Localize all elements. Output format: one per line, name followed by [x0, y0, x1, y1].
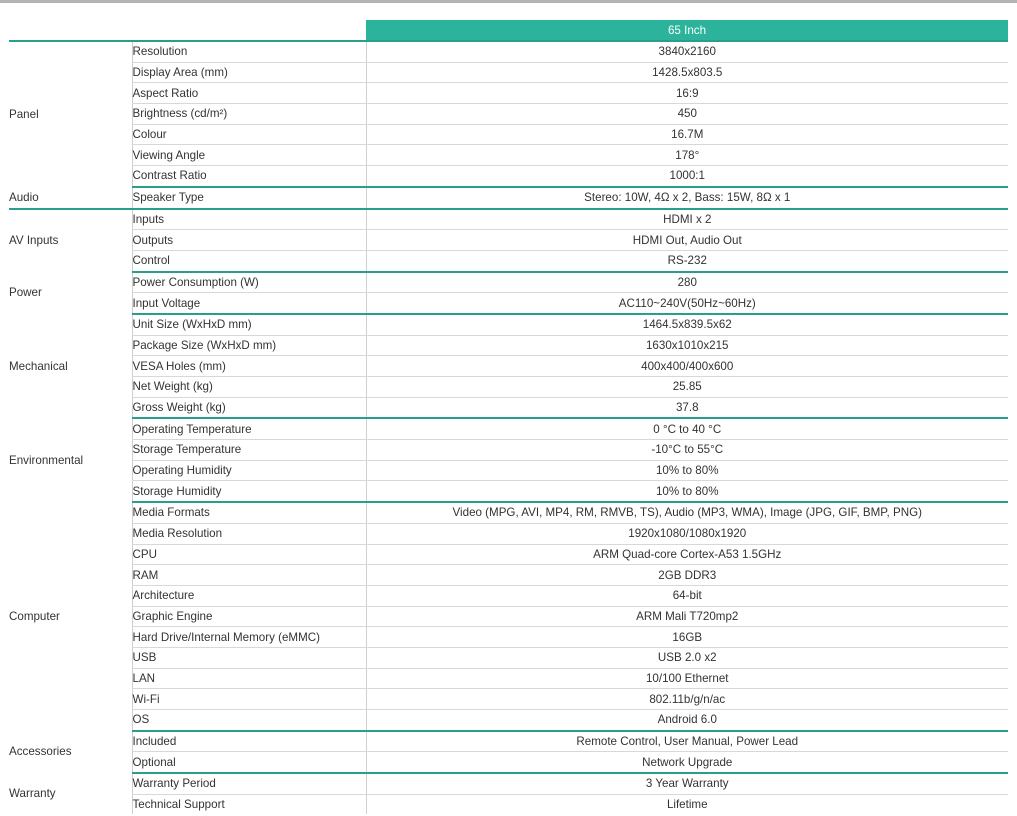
spec-label: Viewing Angle: [132, 145, 366, 166]
spec-value: Video (MPG, AVI, MP4, RM, RMVB, TS), Audio (MP3, WMA), Image (JPG, GIF, BMP, PNG): [366, 502, 1008, 523]
spec-value: 3 Year Warranty: [366, 773, 1008, 794]
spec-label: Display Area (mm): [132, 62, 366, 83]
spec-row: [9, 418, 1008, 439]
spec-row: [9, 335, 1008, 356]
spec-row: [9, 166, 1008, 187]
spec-label: Operating Temperature: [132, 418, 366, 439]
spec-row: [9, 481, 1008, 502]
spec-row: [9, 773, 1008, 794]
spec-row: [9, 502, 1008, 523]
spec-row: [9, 523, 1008, 544]
spec-label: Power Consumption (W): [132, 272, 366, 293]
spec-row: [9, 124, 1008, 145]
spec-row: [9, 293, 1008, 314]
spec-row: [9, 377, 1008, 398]
spec-row: [9, 314, 1008, 335]
spec-value: AC110~240V(50Hz~60Hz): [366, 293, 1008, 314]
spec-table-body: [9, 41, 1008, 814]
spec-row: [9, 250, 1008, 271]
spec-label: CPU: [132, 544, 366, 565]
spec-label: Warranty Period: [132, 773, 366, 794]
spec-label: USB: [132, 647, 366, 668]
group-label-accessories: Accessories: [9, 745, 72, 759]
spec-label: Architecture: [132, 585, 366, 606]
spec-value: 3840x2160: [366, 41, 1008, 62]
spec-value: 2GB DDR3: [366, 565, 1008, 586]
spec-label: Inputs: [132, 209, 366, 230]
spec-value: ARM Quad-core Cortex-A53 1.5GHz: [366, 544, 1008, 565]
spec-row: [9, 606, 1008, 627]
spec-value: 10% to 80%: [366, 481, 1008, 502]
header-model-column: 65 Inch: [366, 20, 1008, 41]
spec-value: ARM Mali T720mp2: [366, 606, 1008, 627]
spec-row: [9, 397, 1008, 418]
spec-value: 64-bit: [366, 585, 1008, 606]
spec-label: LAN: [132, 668, 366, 689]
spec-value: 16GB: [366, 627, 1008, 648]
spec-label: Aspect Ratio: [132, 83, 366, 104]
spec-label: RAM: [132, 565, 366, 586]
spec-label: Gross Weight (kg): [132, 397, 366, 418]
spec-label: Colour: [132, 124, 366, 145]
spec-row: [9, 356, 1008, 377]
spec-value: Android 6.0: [366, 710, 1008, 731]
spec-label: Wi-Fi: [132, 689, 366, 710]
header-blank-cell: [9, 20, 366, 41]
spec-row: [9, 627, 1008, 648]
spec-label: Storage Temperature: [132, 440, 366, 461]
spec-row: [9, 230, 1008, 251]
spec-row: [9, 668, 1008, 689]
spec-label: Media Resolution: [132, 523, 366, 544]
spec-label: Contrast Ratio: [132, 166, 366, 187]
spec-row: [9, 145, 1008, 166]
spec-value: RS-232: [366, 250, 1008, 271]
spec-row: [9, 440, 1008, 461]
spec-value: 1630x1010x215: [366, 335, 1008, 356]
spec-row: [9, 83, 1008, 104]
group-label-panel: Panel: [9, 107, 39, 121]
spec-value: 0 °C to 40 °C: [366, 418, 1008, 439]
spec-label: Media Formats: [132, 502, 366, 523]
spec-label: Optional: [132, 752, 366, 773]
spec-value: Network Upgrade: [366, 752, 1008, 773]
group-label-computer: Computer: [9, 609, 60, 623]
spec-label: Graphic Engine: [132, 606, 366, 627]
spec-value: 10% to 80%: [366, 460, 1008, 481]
spec-label: Input Voltage: [132, 293, 366, 314]
spec-value: 1464.5x839.5x62: [366, 314, 1008, 335]
spec-value: 178°: [366, 145, 1008, 166]
spec-row: [9, 647, 1008, 668]
spec-label: Technical Support: [132, 794, 366, 814]
spec-value: 1920x1080/1080x1920: [366, 523, 1008, 544]
spec-value: Remote Control, User Manual, Power Lead: [366, 731, 1008, 752]
spec-row: [9, 209, 1008, 230]
spec-label: Outputs: [132, 230, 366, 251]
spec-value: 280: [366, 272, 1008, 293]
spec-row: [9, 62, 1008, 83]
spec-value: 1000:1: [366, 166, 1008, 187]
spec-label: Included: [132, 731, 366, 752]
spec-value: Lifetime: [366, 794, 1008, 814]
group-label-warranty: Warranty: [9, 787, 56, 801]
spec-label: Hard Drive/Internal Memory (eMMC): [132, 627, 366, 648]
group-label-environmental: Environmental: [9, 453, 84, 467]
spec-label: Net Weight (kg): [132, 377, 366, 398]
group-label-mechanical: Mechanical: [9, 359, 68, 373]
spec-value: Stereo: 10W, 4Ω x 2, Bass: 15W, 8Ω x 1: [366, 187, 1008, 209]
spec-label: Brightness (cd/m²): [132, 104, 366, 125]
spec-label: Operating Humidity: [132, 460, 366, 481]
spec-label: Resolution: [132, 41, 366, 62]
spec-value: 16:9: [366, 83, 1008, 104]
spec-row: [9, 544, 1008, 565]
spec-value: 400x400/400x600: [366, 356, 1008, 377]
spec-value: HDMI Out, Audio Out: [366, 230, 1008, 251]
spec-row: [9, 460, 1008, 481]
group-label-av-inputs: AV Inputs: [9, 234, 59, 248]
spec-table-header: [9, 20, 1008, 41]
spec-value: 1428.5x803.5: [366, 62, 1008, 83]
spec-value: USB 2.0 x2: [366, 647, 1008, 668]
spec-label: OS: [132, 710, 366, 731]
spec-row: [9, 41, 1008, 62]
spec-value: 25.85: [366, 377, 1008, 398]
spec-row: [9, 731, 1008, 752]
spec-value: 16.7M: [366, 124, 1008, 145]
spec-row: [9, 710, 1008, 731]
top-divider-bar: [0, 0, 1017, 3]
spec-value: 37.8: [366, 397, 1008, 418]
spec-value: HDMI x 2: [366, 209, 1008, 230]
group-label-audio: Audio: [9, 187, 132, 209]
spec-row: [9, 689, 1008, 710]
spec-label: Package Size (WxHxD mm): [132, 335, 366, 356]
spec-value: 10/100 Ethernet: [366, 668, 1008, 689]
spec-label: Storage Humidity: [132, 481, 366, 502]
spec-value: -10°C to 55°C: [366, 440, 1008, 461]
spec-label: Speaker Type: [132, 187, 366, 209]
spec-label: VESA Holes (mm): [132, 356, 366, 377]
spec-row: [9, 565, 1008, 586]
spec-table: [9, 20, 1008, 814]
spec-row: [9, 794, 1008, 814]
spec-value: 802.11b/g/n/ac: [366, 689, 1008, 710]
spec-row: [9, 272, 1008, 293]
spec-label: Unit Size (WxHxD mm): [132, 314, 366, 335]
spec-row: [9, 752, 1008, 773]
spec-row: [9, 104, 1008, 125]
group-label-power: Power: [9, 286, 42, 300]
spec-value: 450: [366, 104, 1008, 125]
spec-row: [9, 187, 1008, 209]
spec-row: [9, 585, 1008, 606]
spec-label: Control: [132, 250, 366, 271]
